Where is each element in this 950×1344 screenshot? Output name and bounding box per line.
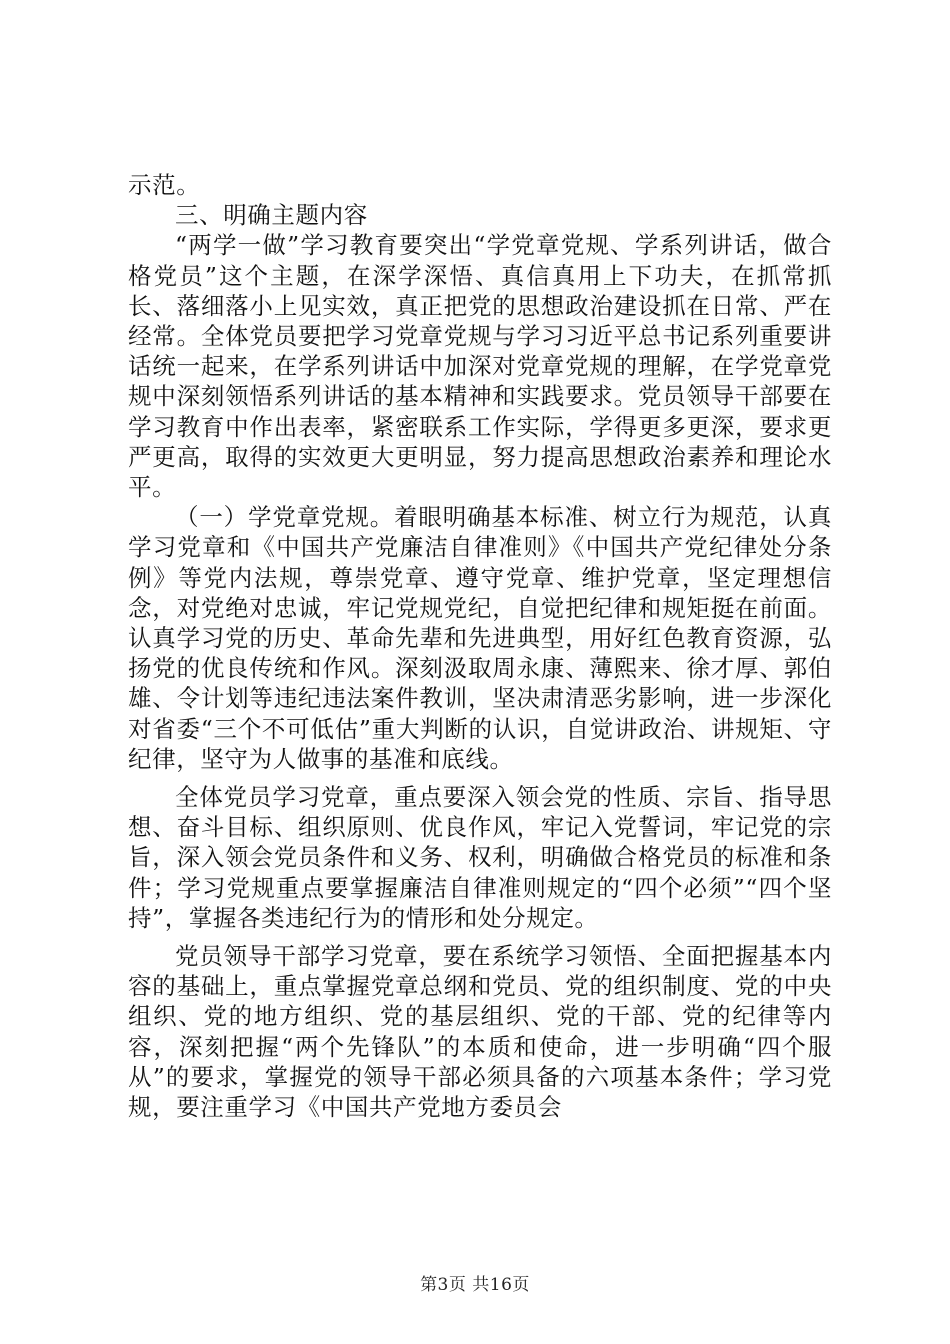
paragraph: 党员领导干部学习党章，要在系统学习领悟、全面把握基本内容的基础上，重点掌握党章总纲和党员、党的组织制度、党的中央组织、党的地方组织、党的基层组织、党的干部、党的纪律等内容，深刻把握“两个先锋队”的本质和使命，进一步明确“四个服从”的要求，掌握党的领导干部必须具备的六项基本条件；学习党规，要注重学习《中国共产党地方委员会 [128,942,832,1122]
paragraph: 全体党员学习党章，重点要深入领会党的性质、宗旨、指导思想、奋斗目标、组织原则、优良作风，牢记入党誓词，牢记党的宗旨，深入领会党员条件和义务、权利，明确做合格党员的标准和条件；学习党规重点要掌握廉洁自律准则规定的“四个必须”“四个坚持”，掌握各类违纪行为的情形和处分规定。 [128,783,832,932]
paragraph: （一）学党章党规。着眼明确基本标准、树立行为规范，认真学习党章和《中国共产党廉洁自律准则》《中国共产党纪律处分条例》等党内法规，尊崇党章、遵守党章、维护党章，坚定理想信念，对党绝对忠诚，牢记党规党纪，自觉把纪律和规矩挺在前面。认真学习党的历史、革命先辈和先进典型，用好红色教育资源，弘扬党的优良传统和作风。深刻汲取周永康、薄熙来、徐才厚、郭伯雄、令计划等违纪违法案件教训，坚决肃清恶劣影响，进一步深化对省委“三个不可低估”重大判断的认识，自觉讲政治、讲规矩、守纪律，坚守为人做事的基准和底线。 [128,503,832,773]
section-heading: 三、明确主题内容 [175,201,368,230]
page-number: 第3页 共16页 [420,1275,530,1295]
document-body [128,170,832,1122]
paragraph-fragment: 示范。 [128,171,201,199]
paragraph: “两学一做”学习教育要突出“学党章党规、学系列讲话，做合格党员”这个主题，在深学深悟、真信真用上下功夫，在抓常抓长、落细落小上见实效，真正把党的思想政治建设抓在日常、严在经常。全体党员要把学习党章党规与学习习近平总书记系列重要讲话统一起来，在学系列讲话中加深对党章党规的理解，在学党章党规中深刻领悟系列讲话的基本精神和实践要求。党员领导干部要在学习教育中作出表率，紧密联系工作实际，学得更多更深，要求更严更高，取得的实效更大更明显，努力提高思想政治素养和理论水平。 [128,231,832,502]
